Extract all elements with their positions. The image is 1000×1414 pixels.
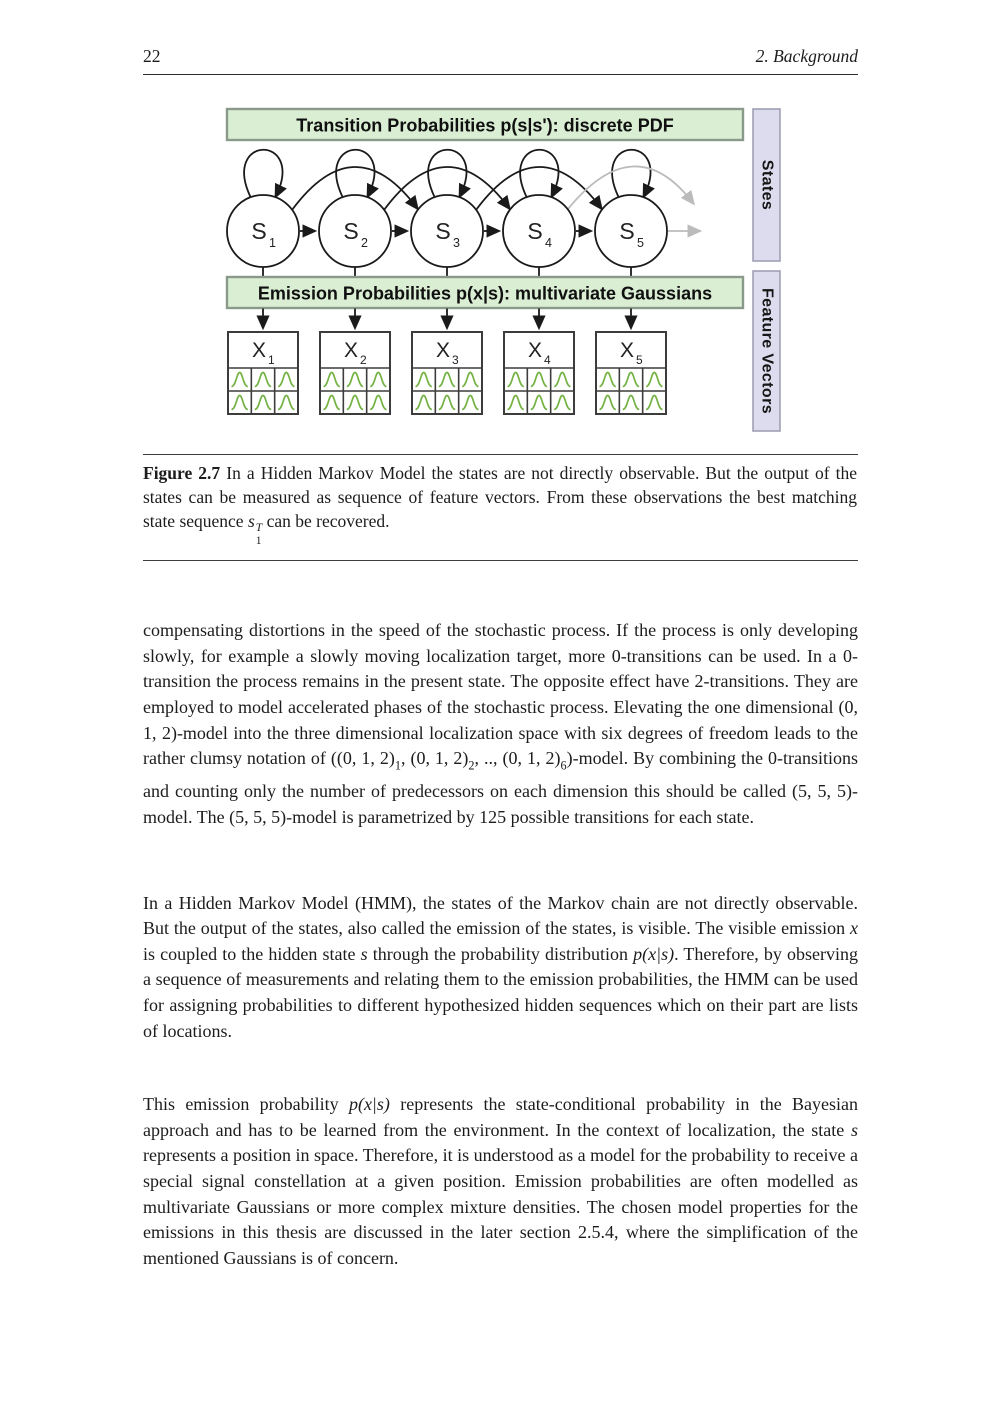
emission-banner-label: Emission Probabilities p(x|s): multivariate Gaussians <box>257 283 713 304</box>
svg-text:X: X <box>343 339 359 362</box>
feature-vectors-sidebar <box>753 271 780 431</box>
state-node-s3 <box>411 195 483 277</box>
states-sidebar-label: States <box>758 159 776 211</box>
svg-text:2: 2 <box>361 236 368 250</box>
feature-box-x5 <box>596 332 666 414</box>
self-loop-s2 <box>336 150 374 198</box>
feature-box-x3 <box>412 332 482 414</box>
svg-text:1: 1 <box>268 353 275 367</box>
transition-banner-label: Transition Probabilities p(s|s'): discrete PDF <box>296 115 674 136</box>
svg-text:3: 3 <box>453 236 460 250</box>
feature-box-x4 <box>504 332 574 414</box>
svg-text:X: X <box>619 339 635 362</box>
state-node-s1 <box>227 195 299 277</box>
svg-text:2: 2 <box>360 353 367 367</box>
emission-arrows <box>263 309 631 328</box>
svg-text:5: 5 <box>637 236 644 250</box>
states-sidebar <box>753 109 780 261</box>
page-header <box>143 46 858 75</box>
self-loop-s3 <box>428 150 466 198</box>
feature-box-x1 <box>228 332 298 414</box>
svg-text:X: X <box>527 339 543 362</box>
emission-banner <box>227 277 743 308</box>
svg-text:S: S <box>251 218 267 244</box>
self-loop-s5 <box>612 150 650 198</box>
svg-text:S: S <box>527 218 543 244</box>
chapter-title: 2. Background <box>755 46 858 66</box>
hmm-figure <box>225 107 783 444</box>
svg-text:S: S <box>619 218 635 244</box>
svg-text:5: 5 <box>636 353 643 367</box>
feature-vectors-sidebar-label: Feature Vectors <box>758 287 776 415</box>
state-node-s4 <box>503 195 575 277</box>
state-node-s2 <box>319 195 391 277</box>
hmm-diagram <box>225 107 783 439</box>
svg-text:1: 1 <box>269 236 276 250</box>
svg-text:3: 3 <box>452 353 459 367</box>
page-number: 22 <box>143 46 161 66</box>
paragraph-emission-probability: This emission probability p(x|s) represents the state-conditional probability in the Bayesian approach and has to be learned from the environment. In the context of localization, the state s represents a position in space. Therefore, it is understood as a model for the probability to receive a special signal constellation at a given position. Emission probabilities are often modelled as multivariate Gaussians or more complex mixture densities. The chosen model properties for the emissions in this thesis are discussed in the later section 2.5.4, where the simplification of the mentioned Gaussians is of concern. <box>143 1094 858 1268</box>
self-loop-s1 <box>244 150 282 198</box>
svg-text:S: S <box>343 218 359 244</box>
state-node-s5 <box>595 195 667 277</box>
feature-box-x2 <box>320 332 390 414</box>
svg-text:4: 4 <box>544 353 551 367</box>
paragraph-hmm: In a Hidden Markov Model (HMM), the states of the Markov chain are not directly observable. But the output of the states, also called the emission of the states, is visible. The visible emission x is coupled to the hidden state s through the probability distribution p(x|s). Therefore, by observing a sequence of measurements and relating them to the emission probabilities, the HMM can be used for assigning probabilities to different hypothesized hidden sequences which on their part are lists of locations. <box>143 892 859 1041</box>
svg-text:X: X <box>435 339 451 362</box>
paragraph-transitions: compensating distortions in the speed of the stochastic process. If the process is only developing slowly, for example a slowly moving localization target, more 0-transitions can be used. In a 0-transition the process remains in the present state. The opposite effect have 2-transitions. They are employed to model accelerated phases of the stochastic process. Elevating the one dimensional (0, 1, 2)-model into the three dimensional localization space with six degrees of freedom leads to the rather clumsy notation of ((0, 1, $2)_1$, (0, 1, $2)_2$, .., (0, 1, $2)_6$)-model. By combining the 0-transitions and counting only the number of predecessors on each dimension this should be called (5, 5, 5)-model. The (5, 5, 5)-model is parametrized by 125 possible transitions for each state. <box>143 620 859 828</box>
figure-caption: Figure 2.7 In a Hidden Markov Model the states are not directly observable. But the output of the states can be measured as sequence of feature vectors. From these observations the best matching state sequence s T 1 can be recovered. <box>143 454 858 561</box>
svg-text:S: S <box>435 218 451 244</box>
transition-banner <box>227 109 743 140</box>
feature-boxes <box>228 332 666 414</box>
self-loop-s4 <box>520 150 558 198</box>
svg-text:4: 4 <box>545 236 552 250</box>
svg-text:X: X <box>251 339 267 362</box>
